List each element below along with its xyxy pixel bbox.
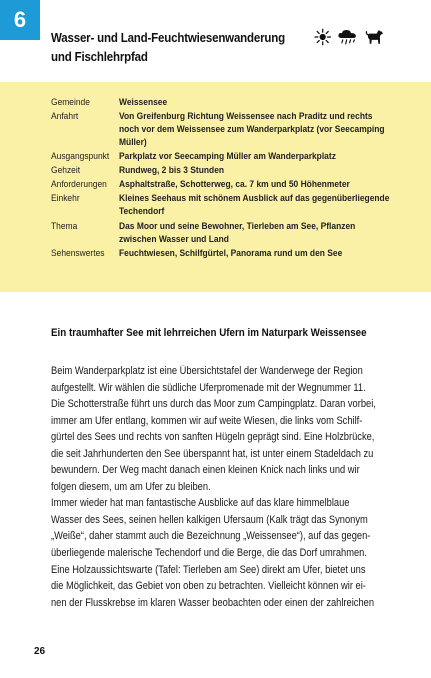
body-line: bewundern. Der Weg macht danach einen kleinen Knick nach links und wir bbox=[51, 464, 360, 477]
body-line: überliegende malerische Techendorf und die Berge, die das Dorf umrahmen. bbox=[51, 547, 367, 560]
info-value bbox=[119, 178, 406, 191]
body-line: aufgestellt. Wir wählen die südliche Uferpromenade mit der Wegnummer 11. bbox=[51, 381, 366, 394]
info-label: Anforderungen bbox=[51, 179, 107, 190]
info-value-line: Müller) bbox=[119, 137, 147, 148]
tour-title bbox=[51, 28, 285, 66]
body-line: die Möglichkeit, das Gebiet von oben zu betrachten. Vielleicht können wir ei- bbox=[51, 580, 366, 593]
body-line: nen der Flusskrebse im klaren Wasser beobachten oder einen der zahlreichen bbox=[51, 596, 375, 609]
info-value bbox=[119, 220, 406, 246]
section-subheading: Ein traumhafter See mit lehrreichen Ufern im Naturpark Weissensee bbox=[51, 327, 367, 339]
dog-icon bbox=[365, 28, 384, 46]
info-value-line: Rundweg, 2 bis 3 Stunden bbox=[119, 165, 225, 176]
info-label: Einkehr bbox=[51, 193, 80, 204]
tour-number-badge: 6 bbox=[0, 0, 40, 40]
info-label: Anfahrt bbox=[51, 111, 79, 122]
sun-icon bbox=[314, 28, 331, 46]
info-value-line: Techendorf bbox=[119, 206, 165, 217]
body-line: Immer wieder hat man fantastische Ausblicke auf das klare himmelblaue bbox=[51, 497, 350, 510]
info-value bbox=[119, 110, 406, 149]
page-number: 26 bbox=[34, 646, 46, 657]
body-paragraph bbox=[51, 363, 377, 611]
info-value-line: Das Moor und seine Bewohner, Tierleben am See, Pflanzen bbox=[119, 221, 356, 232]
tour-info-box bbox=[0, 82, 431, 292]
body-line: „Weiße“, daher stammt auch die Bezeichnung „Weissensee“), auf das gegen- bbox=[51, 530, 371, 543]
info-value-line: Asphaltstraße, Schotterweg, ca. 7 km und 50 Höhenmeter bbox=[119, 179, 350, 190]
info-value bbox=[119, 192, 406, 218]
info-value-line: noch vor dem Weissensee zum Wanderparkplatz (vor Seecamping bbox=[119, 124, 385, 135]
info-label: Sehenswertes bbox=[51, 248, 105, 259]
info-value-line: Feuchtwiesen, Schilfgürtel, Panorama rund um den See bbox=[119, 248, 343, 259]
body-line: Beim Wanderparkplatz ist eine Übersichtstafel der Wanderwege der Region bbox=[51, 365, 363, 377]
body-line: die seit Jahrhunderten den See überspannt hat, ist unter einem Stadeldach zu bbox=[51, 447, 374, 460]
info-value-line: Parkplatz vor Seecamping Müller am Wanderparkplatz bbox=[119, 151, 336, 162]
info-label: Thema bbox=[51, 221, 78, 232]
info-label: Ausgangspunkt bbox=[51, 151, 110, 162]
info-value bbox=[119, 164, 406, 177]
info-value bbox=[119, 150, 406, 163]
body-line: Wasser des Sees, seinen hellen kalkigen Ufersaum (Kalk trägt das Synonym bbox=[51, 513, 368, 526]
body-line: Die Schotterstraße führt uns durch das Moor zum Campingplatz. Daran vorbei, bbox=[51, 398, 376, 411]
tour-title-line: und Fischlehrpfad bbox=[51, 49, 148, 64]
info-value-line: Weissensee bbox=[119, 97, 168, 108]
info-value-line: zwischen Wasser und Land bbox=[119, 234, 229, 245]
info-label: Gemeinde bbox=[51, 97, 90, 108]
cloud-rain-icon bbox=[337, 28, 358, 46]
body-line: immer am Ufer entlang, kommen wir auf weite Wiesen, die links vom Schilf- bbox=[51, 414, 363, 427]
body-line: gürtel des Sees und rechts von sanften Hügeln geprägt sind. Eine Holzbrücke, bbox=[51, 431, 375, 444]
tour-title-line: Wasser- und Land-Feuchtwiesenwanderung bbox=[51, 30, 285, 45]
info-value bbox=[119, 247, 406, 260]
info-value-line: Von Greifenburg Richtung Weissensee nach Praditz und rechts bbox=[119, 111, 373, 122]
info-label: Gehzeit bbox=[51, 165, 81, 176]
body-line: Eine Holzaussichtswarte (Tafel: Tierleben am See) direkt am Ufer, bietet uns bbox=[51, 563, 366, 576]
body-line: folgen diesem, um am Ufer zu bleiben. bbox=[51, 480, 211, 493]
info-value-line: Kleines Seehaus mit schönem Ausblick auf das gegenüberliegende bbox=[119, 193, 390, 204]
info-value bbox=[119, 96, 406, 109]
tour-icons bbox=[314, 27, 384, 47]
